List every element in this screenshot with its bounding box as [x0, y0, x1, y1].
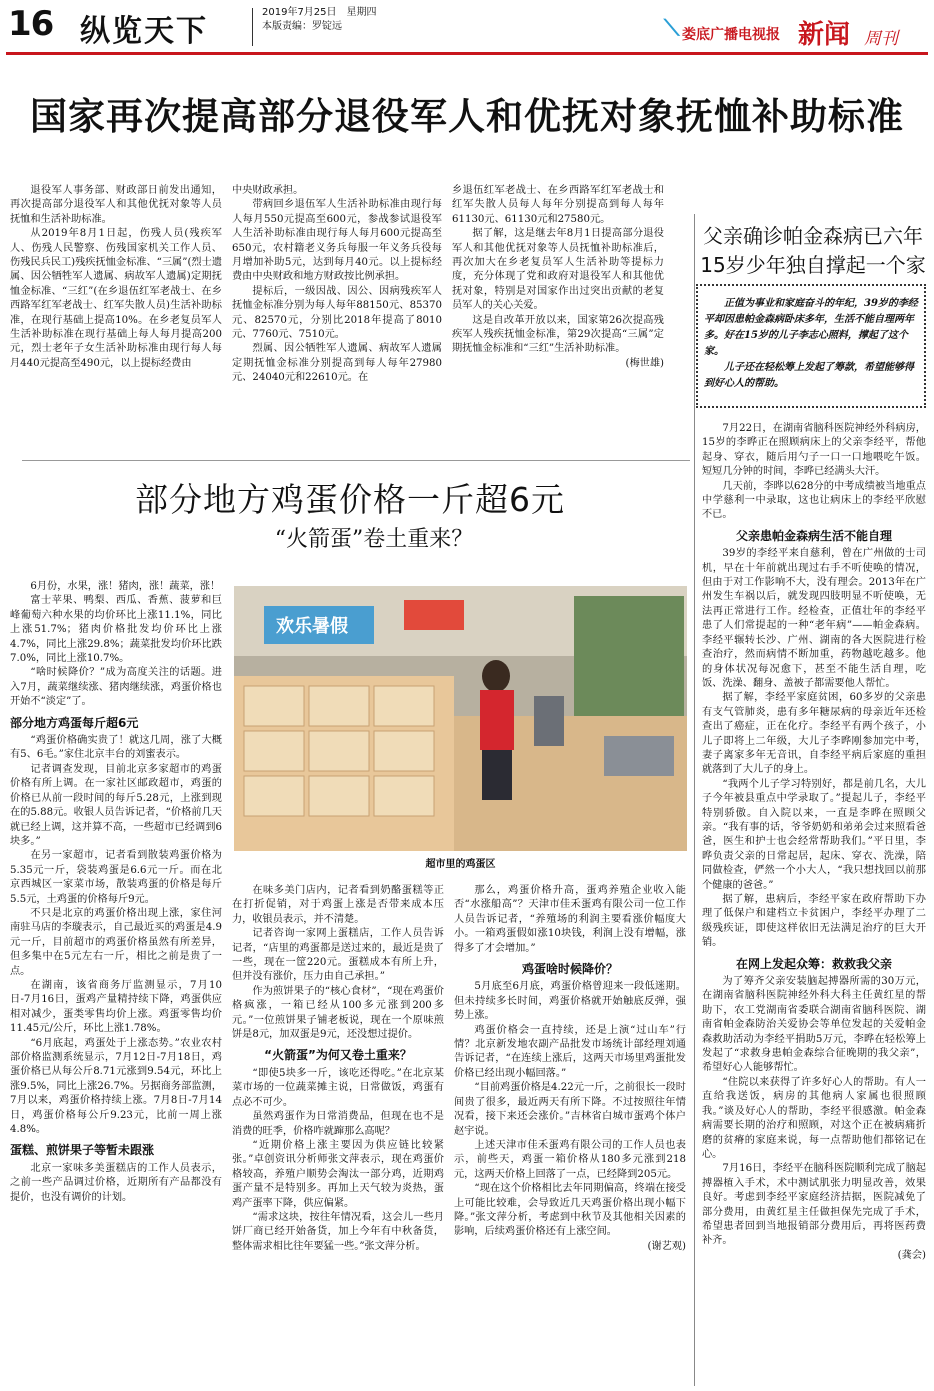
sidebar-headline: 父亲确诊帕金森病已六年 15岁少年独自撑起一个家 — [700, 224, 926, 277]
egg-column-3: 那么，鸡蛋价格升高，蛋鸡养殖企业收入能否“水涨船高”？天津市佳禾蛋鸡有限公司一位工作人员告诉记者，“养殖场的利润主要看涨价幅度大小。一箱鸡蛋假如涨10块钱，利润上没有增幅，涨得多了才会增加。” 鸡蛋啥时候降价？ 5月底至6月底，鸡蛋价格曾迎来一段低迷期。但未持续多长时间，鸡蛋价格就开始触底反弹，强势上涨。 鸡蛋价格会一直持续，还是上演“过山车”行情？北京新发地农副产品批发市场统计部经理刘通告诉记者，“在连续上涨后，这两天市场里鸡蛋批发价格已经出现小幅回落。” “目前鸡蛋价格是4.22元一斤，之前很长一段时间贵了很多，最近两天有所下降。不过按照往年情况看，接下来还会涨价。”吉林省白城市蛋鸡个体户赵宇说。 上述天津市佳禾蛋鸡有限公司的工作人员也表示，前些天，鸡蛋一箱价格从180多元涨到218元，这两天价格上回落了一点，已经降到205元。 “现在这个价格相比去年同期偏高，终端在接受上可能比较难，会导致近几天鸡蛋价格出现小幅下降。”张文萍分析，考虑到中秋节及其他相关因素的影响，后续鸡蛋价格还有上涨空间。 (谢艺观) — [454, 884, 686, 1386]
page-number: 16 — [8, 4, 54, 44]
article1-column-1: 退役军人事务部、财政部日前发出通知，再次提高部分退役军人和其他优抚对象等人员抚恤和生活补助标准。 从2019年8月1日起，伤残人员(残疾军人、伤残人民警察、伤残国家机关工作人员、伤残民兵民工)残疾抚恤金标准、“三属”(烈士遗属、因公牺牲军人遗属、病故军人遗属)定期抚恤金标准、“三红”(在乡退伍红军老战士、在乡西路军红军老战士、红军失散人员)生活补助标准，在现行基础上提高10%。在乡老复员军人生活补助标准在现行基础上每人每月提高200元，烈士老年子女生活补助标准由现行每人每月440元提高至490元，以上提标经费由 — [10, 185, 222, 369]
egg-subhead-3: “火箭蛋”为何又卷土重来？ — [264, 1048, 412, 1063]
egg-subhead-1: 部分地方鸡蛋每斤超6元 — [10, 715, 139, 730]
section-title: 纵览天下 — [80, 14, 208, 49]
egg-column-2: 在味多美门店内，记者看到奶酪蛋糕等正在打折促销，对于鸡蛋上涨是否带来成本压力，收银员表示，并不清楚。 记者咨询一家网上蛋糕店，工作人员告诉记者，“店里的鸡蛋都是送过来的，最近是贵了一些，现在一筐220元。蛋糕成本有所上升，但并没有涨价，压力由自己承担。” 作为煎饼果子的“核心食材”，“现在鸡蛋价格疯涨，一箱已经从100多元涨到200多元。”一位煎饼果子铺老板说，现在一个原味煎饼是8元，加双蛋是9元，还没想过提价。 “火箭蛋”为何又卷土重来？ “即使5块多一斤，该吃还得吃。”在北京某菜市场的一位蔬菜摊主说，日常做饭，鸡蛋有点必不可少。 虽然鸡蛋作为日常消费品，但现在也不是消费的旺季，价格咋就蹿那么高呢？ “近期价格上涨主要因为供应链比较紧张。”卓创资讯分析师张文萍表示，现在鸡蛋价格较高，养殖户顺势会淘汰一部分鸡，近期鸡蛋产量不是特别多。再加上天气较为炎热，蛋鸡产蛋率下降，供应偏紧。 “需求这块，按往年情况看，这会儿一些月饼厂商已经开始备货，加上今年有中秋备货，整体需求相比往年要猛一些。”张文萍分析。 — [232, 885, 444, 1252]
sidebar-author: (龚会) — [897, 1249, 926, 1261]
article1-column-2: 中央财政承担。 带病回乡退伍军人生活补助标准由现行每人每月550元提高至600元，参战参试退役军人生活补助标准由现行每人每月600元提高至650元，农村籍老义务兵每服一年义务兵役每月增加补助5元，达到每月40元。以上提标经费由中央财政和地方财政按比例承担。 提标后，一级因战、因公、因病残疾军人抚恤金标准分别为每人每年88150元、85370元、82570元，分别比2018年提高了8010元、7760元、7510元。 烈属、因公牺牲军人遗属、病故军人遗属定期抚恤金标准分别提高到每人每年27980元、24040元和22610元。在 — [232, 185, 442, 384]
sidebar-subhead-1: 父亲患帕金森病生活不能自理 — [735, 528, 892, 543]
column-divider — [694, 214, 695, 1386]
header-rule — [6, 52, 928, 55]
egg-subheadline: “火箭蛋”卷土重来？ — [274, 527, 474, 552]
brand-station: 娄底广播电视报 — [682, 27, 780, 43]
article1-column-3: 乡退伍红军老战士、在乡西路军红军老战士和红军失散人员每人每年分别提高到每人每年61130元、61130元和27580元。 据了解，这是继去年8月1日提高部分退役军人和其他优抚对象等人员抚恤补助标准后，再次加大在乡老复员军人生活补助等提标力度，充分体现了党和政府对退役军人和其他优抚对象，特别是对国家作出过突出贡献的老复员军人的关心关爱。 这是自改革开放以来，国家第26次提高残疾军人残疾抚恤金标准，第29次提高“三属”定期抚恤金标准和“三红”生活补助标准。 (梅世雄) — [452, 184, 664, 424]
egg-column-1: 6月份，水果，涨！猪肉，涨！蔬菜，涨！ 富士苹果、鸭梨、西瓜、香蕉、菠萝和巨峰葡萄六种水果的均价环比上涨11.1%，同比上涨51.7%；猪肉价格批发均价环比上涨4.7%，同比上涨29.8%；蔬菜批发均价环比跌7.0%，同比上涨10.7%。 “啥时候降价？”成为高度关注的话题。进入7月，蔬菜继续涨、猪肉继续涨，鸡蛋价格也开始不“淡定”了。 部分地方鸡蛋每斤超6元 “鸡蛋价格确实贵了！就这几周，涨了大概有5、6毛。”家住北京丰台的刘蜜表示。 记者调查发现，目前北京多家超市的鸡蛋价格有所上调。在一家社区邮政超市，鸡蛋的价格已从前一段时间的每斤5.28元，上涨到现在的5.88元。收银人员告诉记者，“价格前几天就已经上调，这并算不高，一些超市已经调到6块多。” 在另一家超市，记者看到散装鸡蛋价格为5.35元一斤，袋装鸡蛋是6.6元一斤。而在北京西城区一家菜市场，散装鸡蛋的价格是每斤5.5元，土鸡蛋的价格每斤9元。 不只是北京的鸡蛋价格出现上涨，家住河南驻马店的李璇表示，自己最近买的鸡蛋是4.9元一斤，目前超市的鸡蛋价格虽然有所差异，但多集中在5元左右一斤，相比之前是贵了一点。 在湖南，该省商务厅监测显示，7月10日-7月16日，蛋鸡产量精持续下降，鸡蛋供应相对减少，蛋类零售均价上涨。鸡蛋零售均价11.45元/公斤，环比上涨1.78%。 “6月底起，鸡蛋处于上涨态势。”农业农村部价格监测系统显示，7月12日-7月18日，鸡蛋价格已从每公斤8.71元涨到9.54元，环比上涨9.5%，同比上涨26.7%。另据商务部监测，7月以来，鸡蛋价格持续上涨。7月8日-7月14日，鸡蛋价格每公斤9.23元，比前一周上涨4.8%。 蛋糕、煎饼果子等暂未跟涨 北京一家味多美蛋糕店的工作人员表示，之前一些产品调过价格，近期所有产品都没有提价，也没有调价的计划。 — [10, 581, 222, 1203]
photo-caption: 超市里的鸡蛋区 — [425, 859, 496, 870]
egg-headline: 部分地方鸡蛋价格一斤超6元 — [135, 480, 565, 519]
egg-author: (谢艺观) — [647, 1240, 686, 1252]
photo-store-sign: 欢乐暑假 — [276, 616, 348, 637]
brand-weekly: 周刊 — [864, 29, 898, 49]
issue-date: 2019年7月25日 星期四 — [262, 7, 377, 18]
section-divider — [22, 460, 690, 461]
egg-aisle-photo — [234, 586, 687, 851]
sidebar-body: 7月22日，在湖南省脑科医院神经外科病房，15岁的李晔正在照顾病床上的父亲李经平，帮他起身、穿衣，随后用勺子一口一口地喂吃午饭。短短几分钟的时间，李晔已经满头大汗。 几天前，李晔以628分的中考成绩被当地重点中学慈利一中录取，这也让病床上的李经平欣慰不已。 父亲患帕金森病生活不能自理 39岁的李经平来自慈利，曾在广州做的士司机，早在十年前就出现过右手不听使唤的情况，但由于对工作影响不大，没有理会。2013年在广州发生车祸以后，就发现四肢明显不听使唤，无法再正常进行工作。经检查，正值壮年的李经平患了人们常提起的一种“老年病”——帕金森病。李经平辗转长沙、广州、湖南的各大医院进行检查治疗，然而病情不断加重，药物越吃越多。他的身体状况每况愈下，甚至不能生活自理，吃饭、洗澡、翻身、盖被子都需要他人帮忙。 据了解，李经平家庭贫困，60多岁的父亲患有支气管肺炎，患有多年糖尿病的母亲近年还检查出了癌症，正在化疗。李经平有两个孩子，小儿子即将上二年级，大儿子李晔刚参加完中考，妻子离家多年无音讯，自李经平病后家庭的重担就落到了大儿子的身上。 “我两个儿子学习特别好，都是前几名，大儿子今年被县重点中学录取了。”提起儿子，李经平特别骄傲。自入院以来，一直是李晔在照顾父亲。“我有事的话，爷爷奶奶和弟弟会过来照看爸爸，医生和护士也会经常帮助我们。”平日里，李晔负责父亲的日常起居，起床、穿衣、洗澡，陪同做检查，俨然一个小大人，“我只想找回以前那个健康的爸爸。” 据了解，患病后，李经平家在政府帮助下办理了低保户和建档立卡贫困户，李经平办理了二级残疾证，即使这样依旧无法满足治疗的巨大开销。 在网上发起众筹：救救我父亲 为了筹齐父亲安装脑起搏器所需的30万元，在湖南省脑科医院神经外科大科主任黄红星的帮助下，农工党湖南省委联合湖南省脑科医院、湖南省帕金森防治关爱协会等单位发起的关爱帕金森救助活动为李经平捐助5万元，李晔在轻松筹上发起了“求救身患帕金森综合征晚期的我父亲”，希望好心人能够帮忙。 “住院以来获得了许多好心人的帮助。有人一直给我送饭，病房的其他病人家属也很照顾我。”谈及好心人的帮助，李经平很感激。帕金森病需要长期的治疗和照顾，对这个正在被病痛折磨的贫瘠的家庭来说，每一点帮助他们都铭记在心。 7月16日，李经平在脑科医院顺利完成了脑起搏器植入手术，术中测试肌张力明显改善，效果良好。考虑到李经平家庭经济拮据，医院减免了部分费用，由黄红星主任做担保先完成了手术，希望患者回到当地报销部分费用后，再将医药费补齐。 (龚会) — [702, 422, 926, 1384]
issue-editor: 本版责编：罗锭远 — [262, 21, 342, 32]
egg-subhead-2: 蛋糕、煎饼果子等暂未跟涨 — [10, 1143, 155, 1158]
sidebar-intro: 正值为事业和家庭奋斗的年纪，39岁的李经平却因患帕金森病卧床多年，生活不能自理两年多。好在15岁的儿子李志心照料，撑起了这个家。 儿子还在轻松筹上发起了筹款，希望能够得到好心人的帮助。 — [704, 298, 918, 389]
brand-news: 新闻 — [798, 20, 851, 50]
article1-author: (梅世雄) — [625, 357, 664, 369]
brand-slash-icon: ⟍ — [664, 16, 680, 41]
issue-info — [262, 6, 377, 34]
lead-headline: 国家再次提高部分退役军人和优抚对象抚恤补助标准 — [30, 95, 904, 138]
sidebar-subhead-2: 在网上发起众筹：救救我父亲 — [735, 956, 892, 971]
egg-subhead-4: 鸡蛋啥时候降价？ — [521, 962, 618, 977]
supermarket-egg-photo — [234, 586, 687, 851]
header-divider — [252, 8, 253, 46]
